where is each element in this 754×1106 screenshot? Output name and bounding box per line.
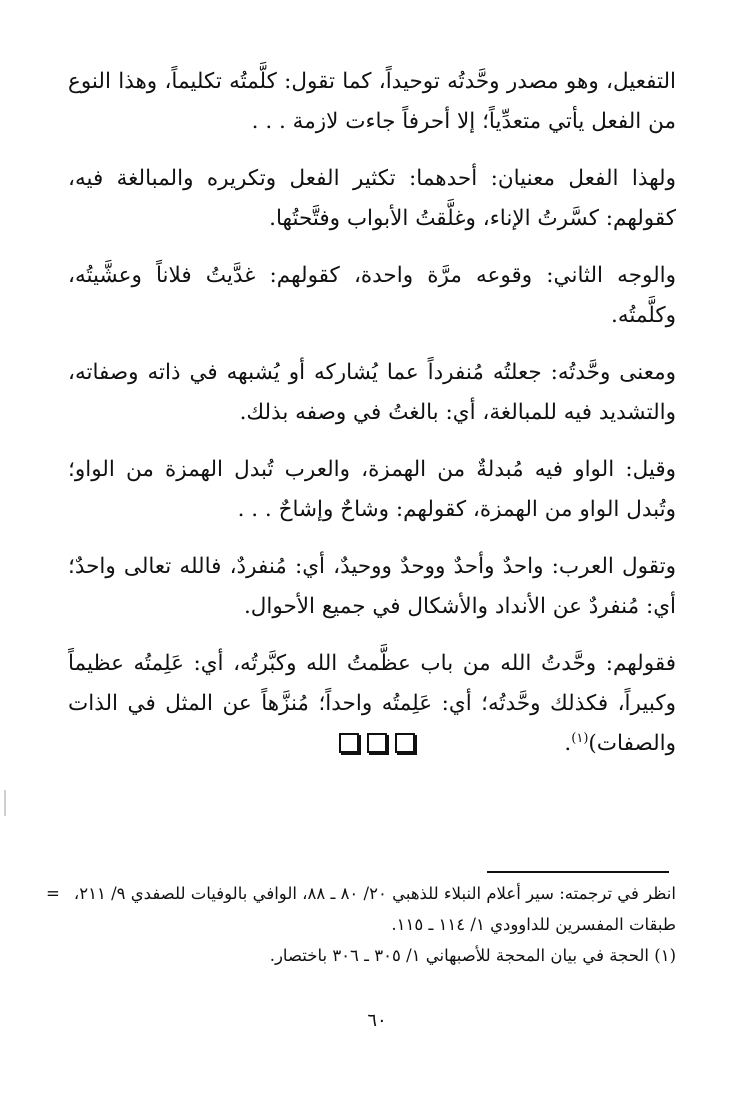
- paragraph-1: التفعيل، وهو مصدر وحَّدتُه توحيداً، كما تقول: كلَّمتُه تكليماً، وهذا النوع من الفعل يأتي متعدِّياً؛ إلا أحرفاً جاءت لازمة . . .: [68, 69, 676, 134]
- footnotes: [46, 878, 676, 971]
- footnote-continuation-text: انظر في ترجمته: سير أعلام النبلاء للذهبي ٢٠/ ٨٠ ـ ٨٨، الوافي بالوفيات للصفدي ٩/ ٢١١، طبقات المفسرين للداوودي ١/ ١١٤ ـ ١١٥.: [73, 884, 676, 934]
- paragraph-3: والوجه الثاني: وقوعه مرَّة واحدة، كقولهم: غدَّيتُ فلاناً وعشَّيتُه، وكلَّمتُه.: [68, 263, 676, 328]
- square-ornament-icon: [395, 733, 415, 753]
- continuation-mark: =: [46, 884, 60, 903]
- paragraph-6: وتقول العرب: واحدٌ وأحدٌ ووحدٌ ووحيدٌ، أي: مُنفردٌ، فالله تعالى واحدٌ؛ أي: مُنفردٌ عن الأنداد والأشكال في جميع الأحوال.: [68, 554, 676, 619]
- footnote-separator: [487, 871, 669, 873]
- paragraph-7-text: فقولهم: وحَّدتُ الله من باب عظَّمتُ الله وكبَّرتُه، أي: عَلِمتُه عظيماً وكبيراً، فكذلك وحَّدتُه؛ أي: عَلِمتُه واحداً؛ مُنزَّهاً عن المثل في الذات والصفات): [68, 651, 676, 756]
- footnote-reference-1[interactable]: (١): [571, 730, 589, 746]
- footnote-continuation: [46, 878, 676, 940]
- paragraph-2: ولهذا الفعل معنيان: أحدهما: تكثير الفعل وتكريره والمبالغة فيه، كقولهم: كسَّرتُ الإناء، وغلَّقتُ الأبواب وفتَّحتُها.: [68, 166, 676, 231]
- section-divider-ornament: [0, 730, 754, 757]
- paragraph-7-end: .: [564, 731, 572, 756]
- square-ornament-icon: [367, 733, 387, 753]
- paragraph-4: ومعنى وحَّدتُه: جعلتُه مُنفرداً عما يُشاركه أو يُشبهه في ذاته وصفاته، والتشديد فيه للمبالغة، أي: بالغتُ في وصفه بذلك.: [68, 360, 676, 425]
- scan-edge-mark: [4, 790, 6, 816]
- page-number: ٦٠: [367, 1010, 387, 1031]
- paragraph-5: وقيل: الواو فيه مُبدلةٌ من الهمزة، والعرب تُبدل الهمزة من الواو؛ وتُبدل الواو من الهمزة، كقولهم: وشاحٌ وإشاحٌ . . .: [68, 457, 676, 522]
- main-text: [68, 62, 676, 781]
- square-ornament-icon: [339, 733, 359, 753]
- footnote-1: (١) الحجة في بيان المحجة للأصبهاني ١/ ٣٠٥ ـ ٣٠٦ باختصار.: [269, 946, 676, 965]
